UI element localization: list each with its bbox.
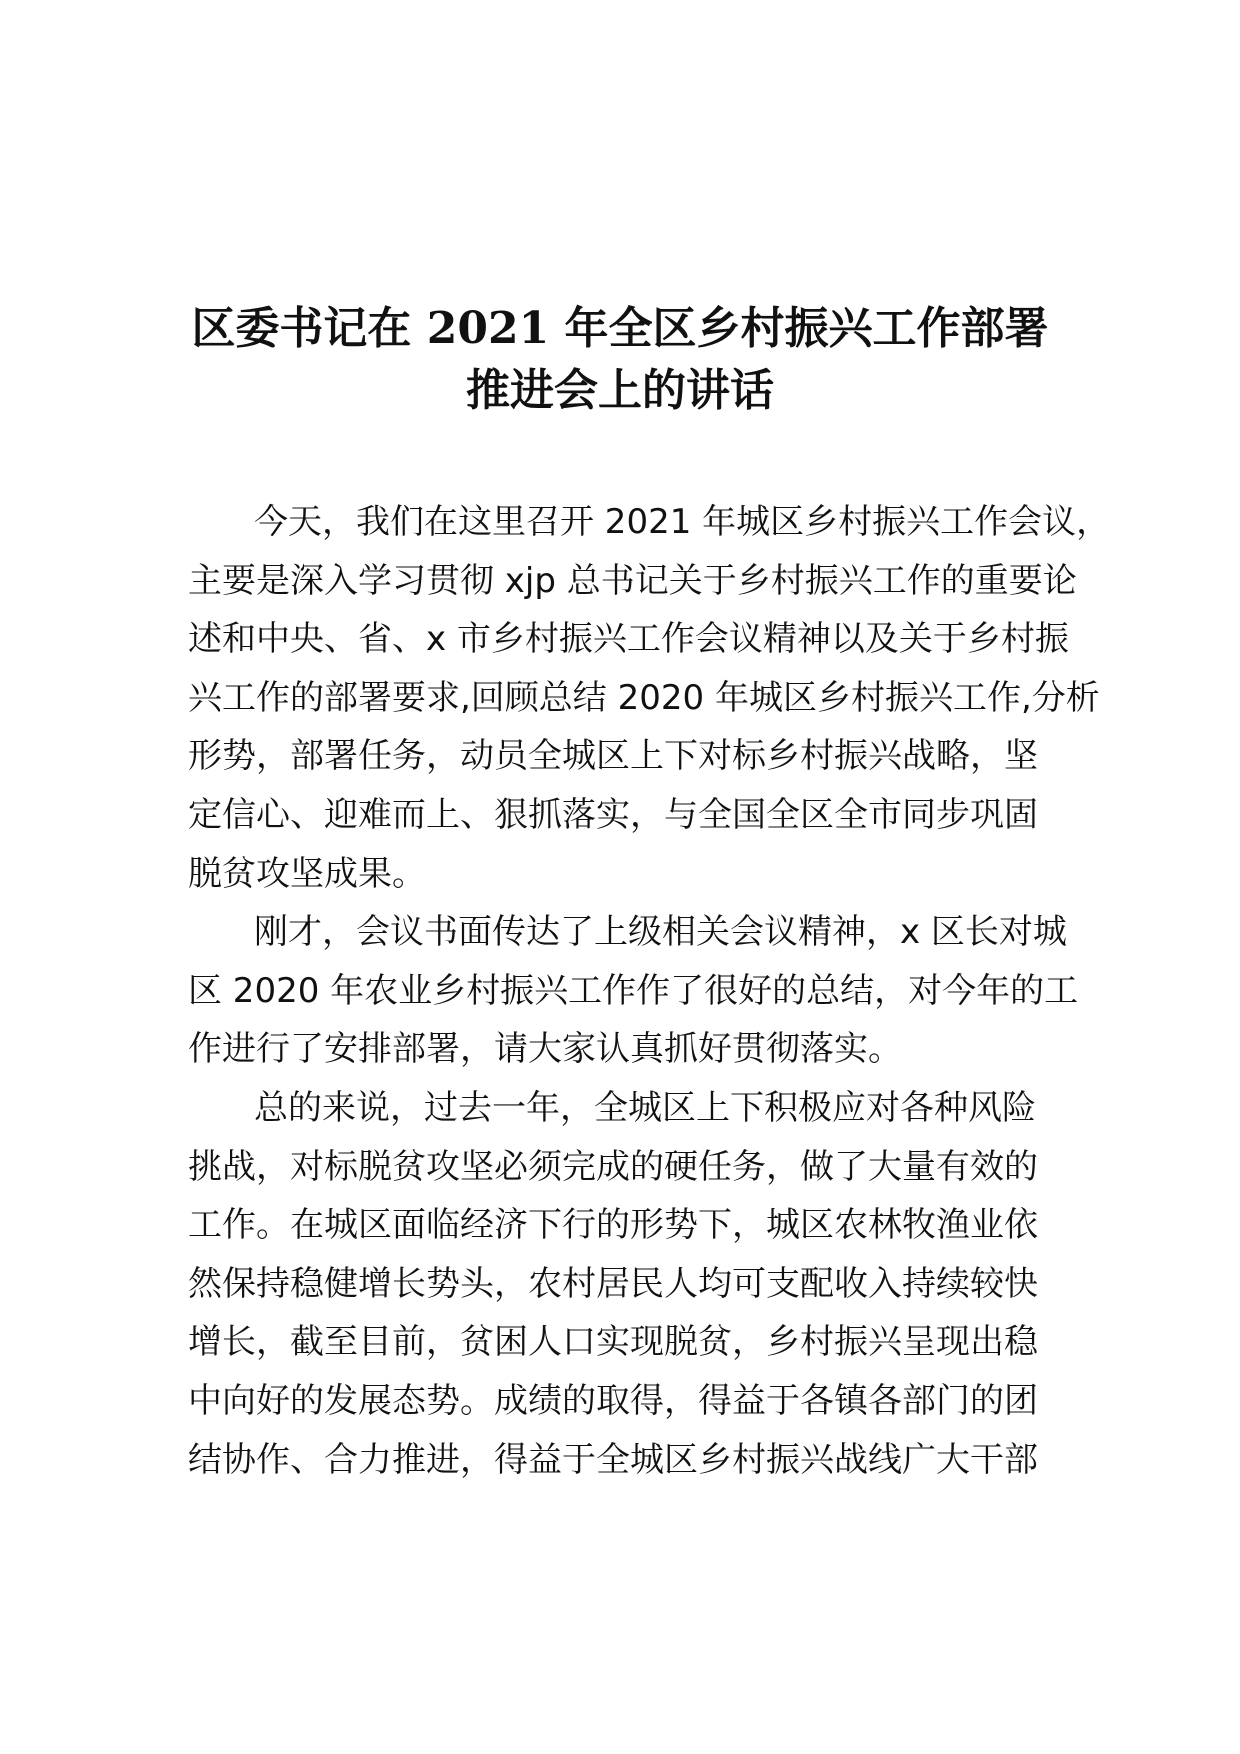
body-text-line: 工作。在城区面临经济下行的形势下，城区农林牧渔业依 bbox=[188, 1205, 1038, 1246]
body-text-line: 刚才，会议书面传达了上级相关会议精神，x 区长对城 bbox=[254, 912, 1067, 953]
document-title bbox=[140, 298, 1100, 422]
body-text-line: 作进行了安排部署，请大家认真抓好贯彻落实。 bbox=[188, 1029, 902, 1070]
body-text-line: 挑战，对标脱贫攻坚必须完成的硬任务，做了大量有效的 bbox=[188, 1146, 1038, 1187]
body-text-line: 中向好的发展态势。成绩的取得，得益于各镇各部门的团 bbox=[188, 1381, 1038, 1421]
body-text-line: 定信心、迎难而上、狠抓落实，与全国全区全市同步巩固 bbox=[188, 795, 1038, 835]
title-line-2: 推进会上的讲话 bbox=[466, 365, 774, 416]
body-text-line: 区 2020 年农业乡村振兴工作作了很好的总结，对今年的工 bbox=[188, 970, 1079, 1011]
body-text-line: 脱贫攻坚成果。 bbox=[188, 853, 426, 894]
body-text-line: 述和中央、省、x 市乡村振兴工作会议精神以及关于乡村振 bbox=[188, 619, 1069, 660]
body-text-line: 结协作、合力推进，得益于全城区乡村振兴战线广大干部 bbox=[188, 1439, 1038, 1480]
body-text-line: 总的来说，过去一年，全城区上下积极应对各种风险 bbox=[254, 1088, 1036, 1128]
body-text-line: 形势，部署任务，动员全城区上下对标乡村振兴战略，坚 bbox=[188, 736, 1038, 777]
body-text-line: 然保持稳健增长势头，农村居民人均可支配收入持续较快 bbox=[188, 1263, 1038, 1304]
body-text-line: 兴工作的部署要求,回顾总结 2020 年城区乡村振兴工作,分析 bbox=[188, 677, 1100, 718]
body-text-line: 今天，我们在这里召开 2021 年城区乡村振兴工作会议， bbox=[254, 502, 1111, 542]
body-text-line: 增长，截至目前，贫困人口实现脱贫，乡村振兴呈现出稳 bbox=[188, 1322, 1038, 1363]
title-line-1: 区委书记在 2021 年全区乡村振兴工作部署 bbox=[191, 303, 1049, 354]
body-text-line: 主要是深入学习贯彻 xjp 总书记关于乡村振兴工作的重要论 bbox=[188, 560, 1077, 601]
